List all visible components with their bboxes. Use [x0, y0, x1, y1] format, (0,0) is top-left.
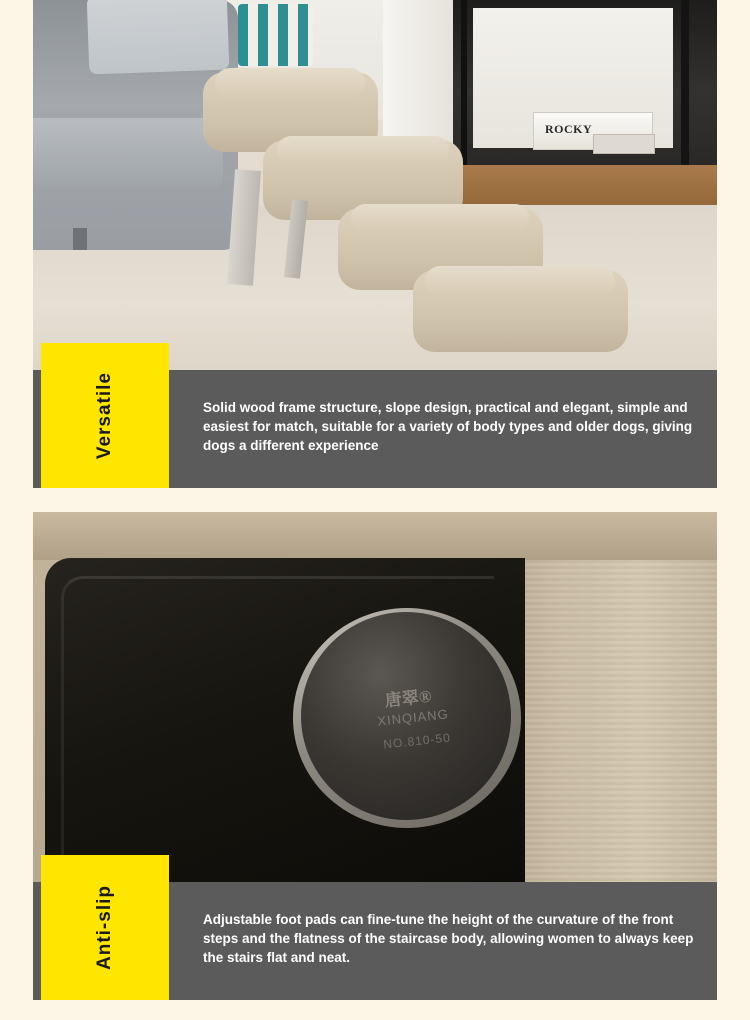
- stair-step-4-top: [425, 266, 615, 296]
- patterned-pillow: [238, 4, 313, 66]
- fabric-top-edge: [33, 512, 717, 560]
- stair-step-2-top: [277, 136, 449, 164]
- cabinet-frame-right: [681, 0, 689, 168]
- feature-tag-anti-slip: [41, 855, 169, 1000]
- caption-text-versatile: Solid wood frame structure, slope design, practical and elegant, simple and easiest for match, suitable for a variety of body types and older dogs, giving dogs a different experience: [203, 400, 693, 454]
- feature-panel-versatile: [33, 0, 717, 488]
- feature-tag-label-versatile: Versatile: [94, 371, 115, 460]
- feature-panel-anti-slip: [33, 512, 717, 1000]
- product-photo-living-room: [33, 0, 717, 370]
- feature-tag-versatile: [41, 343, 169, 488]
- stair-step-3-top: [351, 204, 529, 232]
- foot-pad-code: NO.810-50: [382, 730, 452, 752]
- caption-text-anti-slip: Adjustable foot pads can fine-tune the height of the curvature of the front steps and the flatness of the staircase body, allowing women to always keep the stairs flat and neat.: [203, 912, 694, 966]
- sofa-leg: [73, 228, 87, 250]
- feature-tag-label-anti-slip: Anti-slip: [94, 885, 115, 970]
- stair-step-1-top: [215, 68, 365, 98]
- product-photo-foot-pad: [33, 512, 717, 882]
- foot-pad-brand-cn: 唐翠®: [383, 686, 433, 711]
- foot-pad-brand-en: XINQIANG: [376, 706, 450, 729]
- book-title-text: ROCKY: [545, 122, 593, 136]
